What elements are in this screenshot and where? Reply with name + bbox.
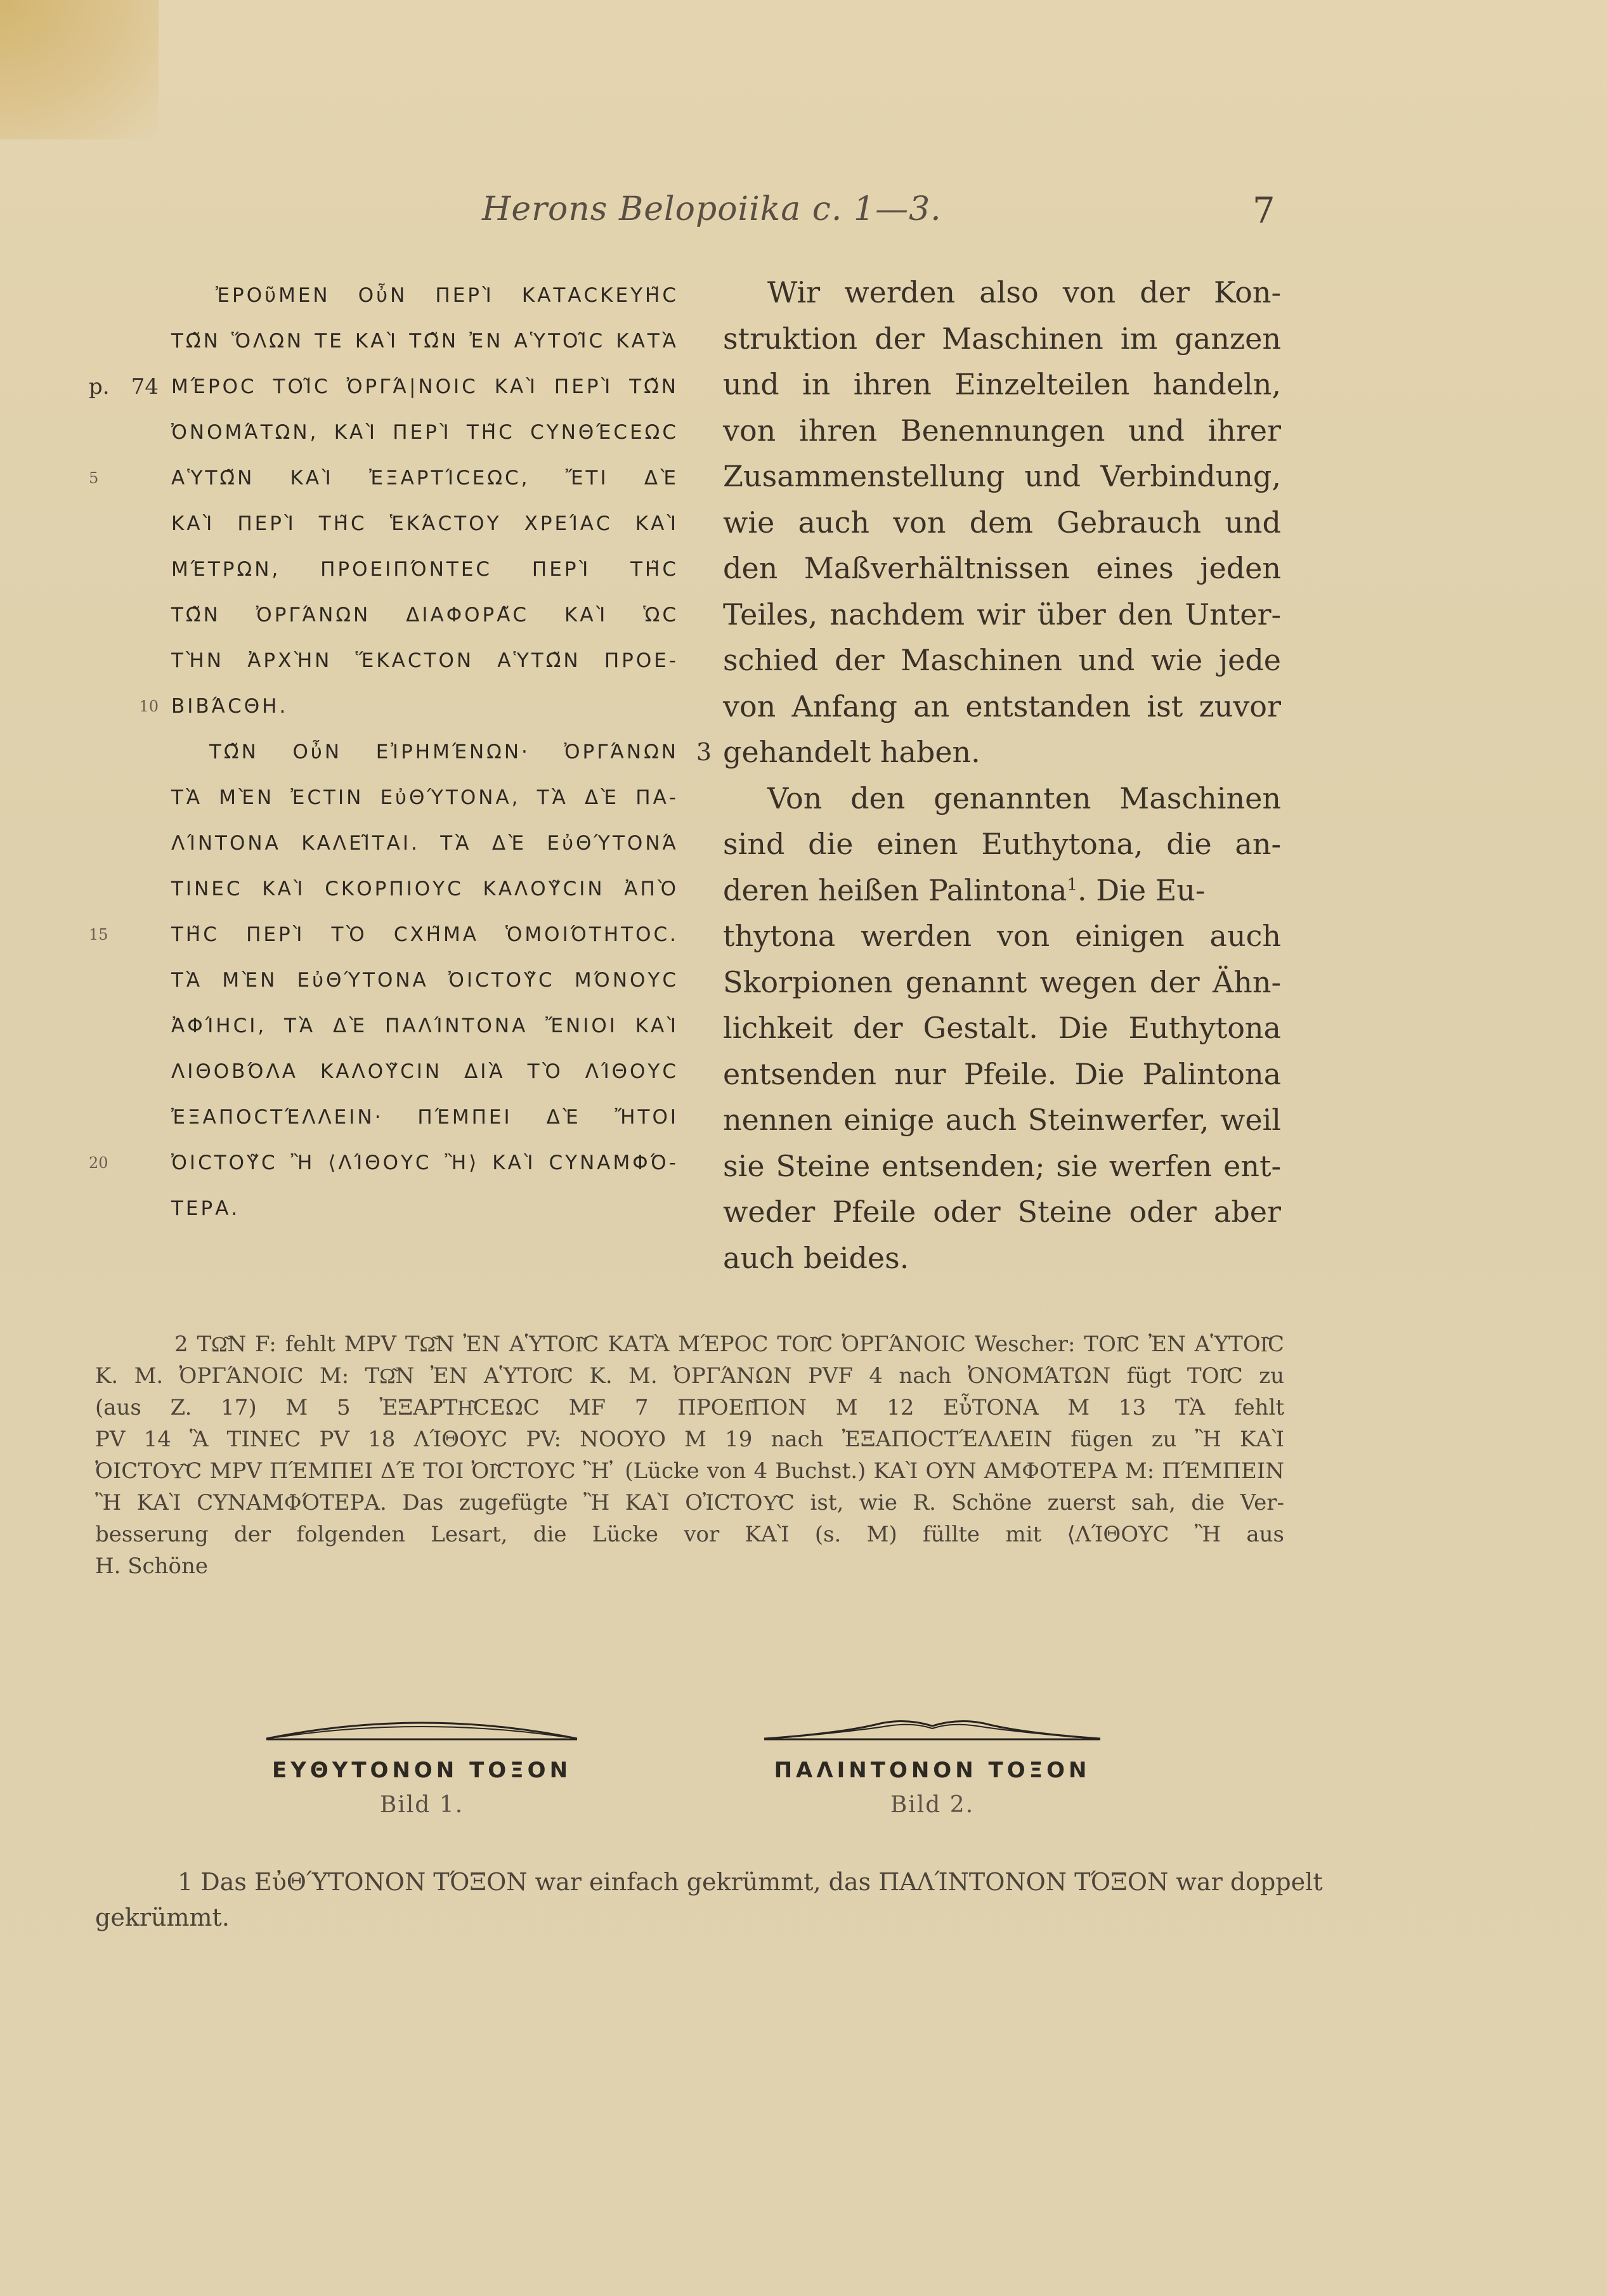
greek-line: 15 ΤΗ͂C ΠΕΡῚ ΤῸ CΧΗ͂ΜΑ ὉΜΟΙΌΤΗΤΟC. (171, 912, 679, 957)
german-line: auch beides. (723, 1240, 909, 1275)
figure-caption: ΕΥΘΥΤΟΝΟΝ ΤΟΞΟΝ (271, 1758, 572, 1783)
figure-euthytonon-bow (244, 1712, 599, 1818)
apparatus-line: Ἢ ΚΑῚ CΥΝΑΜΦΌΤΕΡΑ. Das zugefügte Ἢ ΚΑῚ ΟἸCΤΟΥ͂C ist, wie R. Schöne zuerst sah, die Ver- (95, 1490, 1284, 1515)
greek-line: ΜΈΤΡΩΝ, ΠΡΟΕΙΠΌΝΤΕC ΠΕΡῚ ΤΗ͂C (171, 558, 679, 581)
german-line: gehandelt haben. (723, 735, 980, 769)
german-line: Skorpionen genannt wegen der Ähn- (723, 964, 1281, 999)
section-number: 3 (696, 738, 712, 766)
figure-caption: ΠΑΛΙΝΤΟΝΟΝ ΤΟΞΟΝ (774, 1758, 1091, 1783)
greek-line: ΤΩ͂Ν ὍΛΩΝ ΤΕ ΚΑῚ ΤΩ͂Ν ἘΝ ΑὙΤΟΙ͂C ΚΑΤᾺ (171, 330, 679, 353)
german-line: den Maßverhältnissen eines jeden (723, 551, 1281, 585)
greek-column (89, 273, 712, 1231)
figure-label: Bild 1. (379, 1792, 464, 1818)
line-number: 15 (89, 926, 108, 944)
greek-line: 10 ΒΙΒΆCΘΗ. (171, 684, 679, 729)
greek-line: ὈΝΟΜΆΤΩΝ, ΚΑῚ ΠΕΡῚ ΤΗ͂C CΥΝΘΈCΕΩC (171, 421, 679, 444)
page-number: 7 (1252, 190, 1275, 231)
greek-line: ἘΞΑΠΟCΤΈΛΛΕΙΝ· ΠΈΜΠΕΙ ΔῈ ἬΤΟΙ (171, 1106, 679, 1129)
german-line: von Anfang an entstanden ist zuvor (723, 689, 1281, 723)
simple-bow-icon (263, 1712, 580, 1744)
apparatus-line: besserung der folgenden Lesart, die Lücke vor ΚΑῚ (s. M) füllte mit ⟨ΛΊΘΟΥC Ἢ aus (95, 1522, 1284, 1547)
greek-line: ΤΩ͂Ν ὈΡΓΆΝΩΝ ΔΙΑΦΟΡΑ͂C ΚΑῚ ὩC (171, 604, 679, 626)
greek-line: 20 ὈΙCΤΟΥ͂C Ἢ ⟨ΛΊΘΟΥC Ἢ⟩ ΚΑῚ CΥΝΑΜΦΌ- (171, 1140, 679, 1186)
german-line: schied der Maschinen und wie jede (723, 643, 1281, 677)
german-line: thytona werden von einigen auch (723, 919, 1281, 953)
footnote (95, 1864, 1323, 1935)
greek-line: ΛΊΝΤΟΝΑ ΚΑΛΕΙ͂ΤΑΙ. ΤᾺ ΔῈ ΕὐΘΎΤΟΝΆ (171, 832, 679, 855)
german-line: sind die einen Euthytona, die an- (723, 827, 1281, 861)
greek-line: p. 74 ΜΈΡΟC ΤΟΙ͂C ὈΡΓΆ|ΝΟΙC ΚΑῚ ΠΕΡῚ ΤΩ͂Ν (171, 364, 679, 410)
greek-line: ΤΙΝΕC ΚΑῚ CΚΟΡΠΙΟΥC ΚΑΛΟΥ͂CΙΝ ἈΠῸ (171, 878, 679, 900)
german-line: und in ihren Einzelteilen handeln, (723, 367, 1281, 401)
running-title: Herons Belopoiika c. 1—3. (482, 190, 942, 228)
german-column (723, 269, 1281, 1281)
greek-line: ΚΑῚ ΠΕΡῚ ΤΗ͂C ἙΚΆCΤΟΥ ΧΡΕΊΑC ΚΑῚ (171, 512, 679, 535)
german-line: weder Pfeile oder Steine oder aber (723, 1195, 1281, 1229)
greek-line: ΤῊΝ ἈΡΧῊΝ ἝΚΑCΤΟΝ ΑὙΤΩ͂Ν ΠΡΟΕ- (171, 649, 679, 672)
figure-label: Bild 2. (890, 1792, 975, 1818)
german-line: nennen einige auch Steinwerfer, weil (723, 1103, 1281, 1137)
apparatus-line: (aus Z. 17) M 5 ἘΞΑΡΤΗ͂CΕΩC MF 7 ΠΡΟΕΙ͂ΠΟΝ M 12 ΕὖΤΟΝΑ M 13 ΤᾺ fehlt (95, 1395, 1284, 1420)
greek-line: ΤΕΡΑ. (171, 1197, 240, 1220)
german-line: lichkeit der Gestalt. Die Euthytona (723, 1011, 1281, 1045)
german-line: sie Steine entsenden; sie werfen ent- (723, 1148, 1281, 1183)
greek-line: 5 ΑὙΤΩ͂Ν ΚΑῚ ἘΞΑΡΤΊCΕΩC, ἜΤΙ ΔῈ (171, 455, 679, 501)
apparatus-line: PV 14 Ἃ ΤΙΝΕC PV 18 ΛΊΘΟΥC PV: ΝΟΟΥΟ M 19 nach ἘΞΑΠΟCΤΈΛΛΕΙΝ fügen zu Ἢ ΚΑῚ (95, 1427, 1284, 1452)
line-number: 5 (89, 469, 99, 487)
apparatus-line: ὈΙCΤΟΥ͂C MPV ΠΈΜΠΕΙ ΔΈ ΤΟΙ ὈΙ͂CΤΟΥC Ἢ ̓ (Lücke von 4 Buchst.) ΚΑῚ ΟΥΝ ΑΜΦΟΤΕΡΑ M: ΠΈΜΠΕΙΝ (95, 1458, 1284, 1484)
greek-line: ΤᾺ ΜῈΝ ἘCΤΙΝ ΕὐΘΎΤΟΝΑ, ΤᾺ ΔῈ ΠΑ- (171, 786, 679, 809)
apparatus-line: Κ. Μ. ὈΡΓΆΝΟΙC M: ΤΩ͂Ν ἘΝ ΑὙΤΟΙ͂C Κ. Μ. ὈΡΓΆΝΩΝ PVF 4 nach ὈΝΟΜΆΤΩΝ fügt ΤΟΙ͂C zu (95, 1363, 1284, 1389)
running-head (0, 190, 1607, 241)
figure-palintonon-bow (755, 1712, 1110, 1818)
german-line: struktion der Maschinen im ganzen (723, 321, 1281, 356)
german-line: entsenden nur Pfeile. Die Palintona (723, 1056, 1281, 1091)
apparatus-line: H. Schöne (95, 1553, 208, 1579)
apparatus-line: 2 ΤΩ͂Ν F: fehlt MPV ΤΩ͂Ν ἘΝ ΑὙΤΟΙ͂C ΚΑΤᾺ ΜΈΡΟC ΤΟΙ͂C ὈΡΓΆΝΟΙC Wescher: ΤΟΙ͂C ἘΝ ΑὙΤΟΙ͂C (174, 1332, 1284, 1357)
line-number: 20 (89, 1154, 108, 1172)
german-line: Wir werden also von der Kon- (767, 275, 1281, 309)
german-line: Zusammenstellung und Verbindung, (723, 459, 1281, 493)
greek-line: ΤΩ͂Ν ΟὖΝ ΕἸΡΗΜΈΝΩΝ· ὈΡΓΆΝΩΝ 3 (171, 729, 679, 775)
paper-stain (0, 0, 159, 139)
german-line: wie auch von dem Gebrauch und (723, 505, 1281, 540)
footnote-line: 1 Das ΕὐΘΎΤΟΝΟΝ ΤΌΞΟΝ war einfach gekrümmt, das ΠΑΛΊΝΤΟΝΟΝ ΤΌΞΟΝ war doppelt (178, 1868, 1323, 1896)
greek-line: ΤᾺ ΜῈΝ ΕὐΘΎΤΟΝΑ ὈΙCΤΟΥ͂C ΜΌΝΟΥC (171, 969, 679, 992)
greek-line: ΛΙΘΟΒΌΛΑ ΚΑΛΟΥ͂CΙΝ ΔΙᾺ ΤῸ ΛΊΘΟΥC (171, 1060, 679, 1083)
line-number: 10 (139, 697, 159, 715)
footnote-line: gekrümmt. (95, 1904, 230, 1931)
greek-line: ἘΡΟῦΜΕΝ ΟὖΝ ΠΕΡῚ ΚΑΤΑCΚΕΥΗ͂C (216, 284, 679, 307)
german-line: Von den genannten Maschinen (767, 781, 1281, 815)
german-line: von ihren Benennungen und ihrer (723, 413, 1281, 448)
german-line: Teiles, nachdem wir über den Unter- (723, 597, 1281, 632)
german-line: deren heißen Palintona$^1$. Die Eu- (723, 872, 1206, 907)
footnote-ref: 1 (1067, 875, 1078, 895)
recurved-bow-icon (761, 1712, 1103, 1744)
critical-apparatus (95, 1328, 1284, 1582)
line-number: p. 74 (89, 374, 159, 399)
greek-line: ἈΦΊΗCΙ, ΤᾺ ΔῈ ΠΑΛΊΝΤΟΝΑ ἜΝΙΟΙ ΚΑῚ (171, 1015, 679, 1037)
